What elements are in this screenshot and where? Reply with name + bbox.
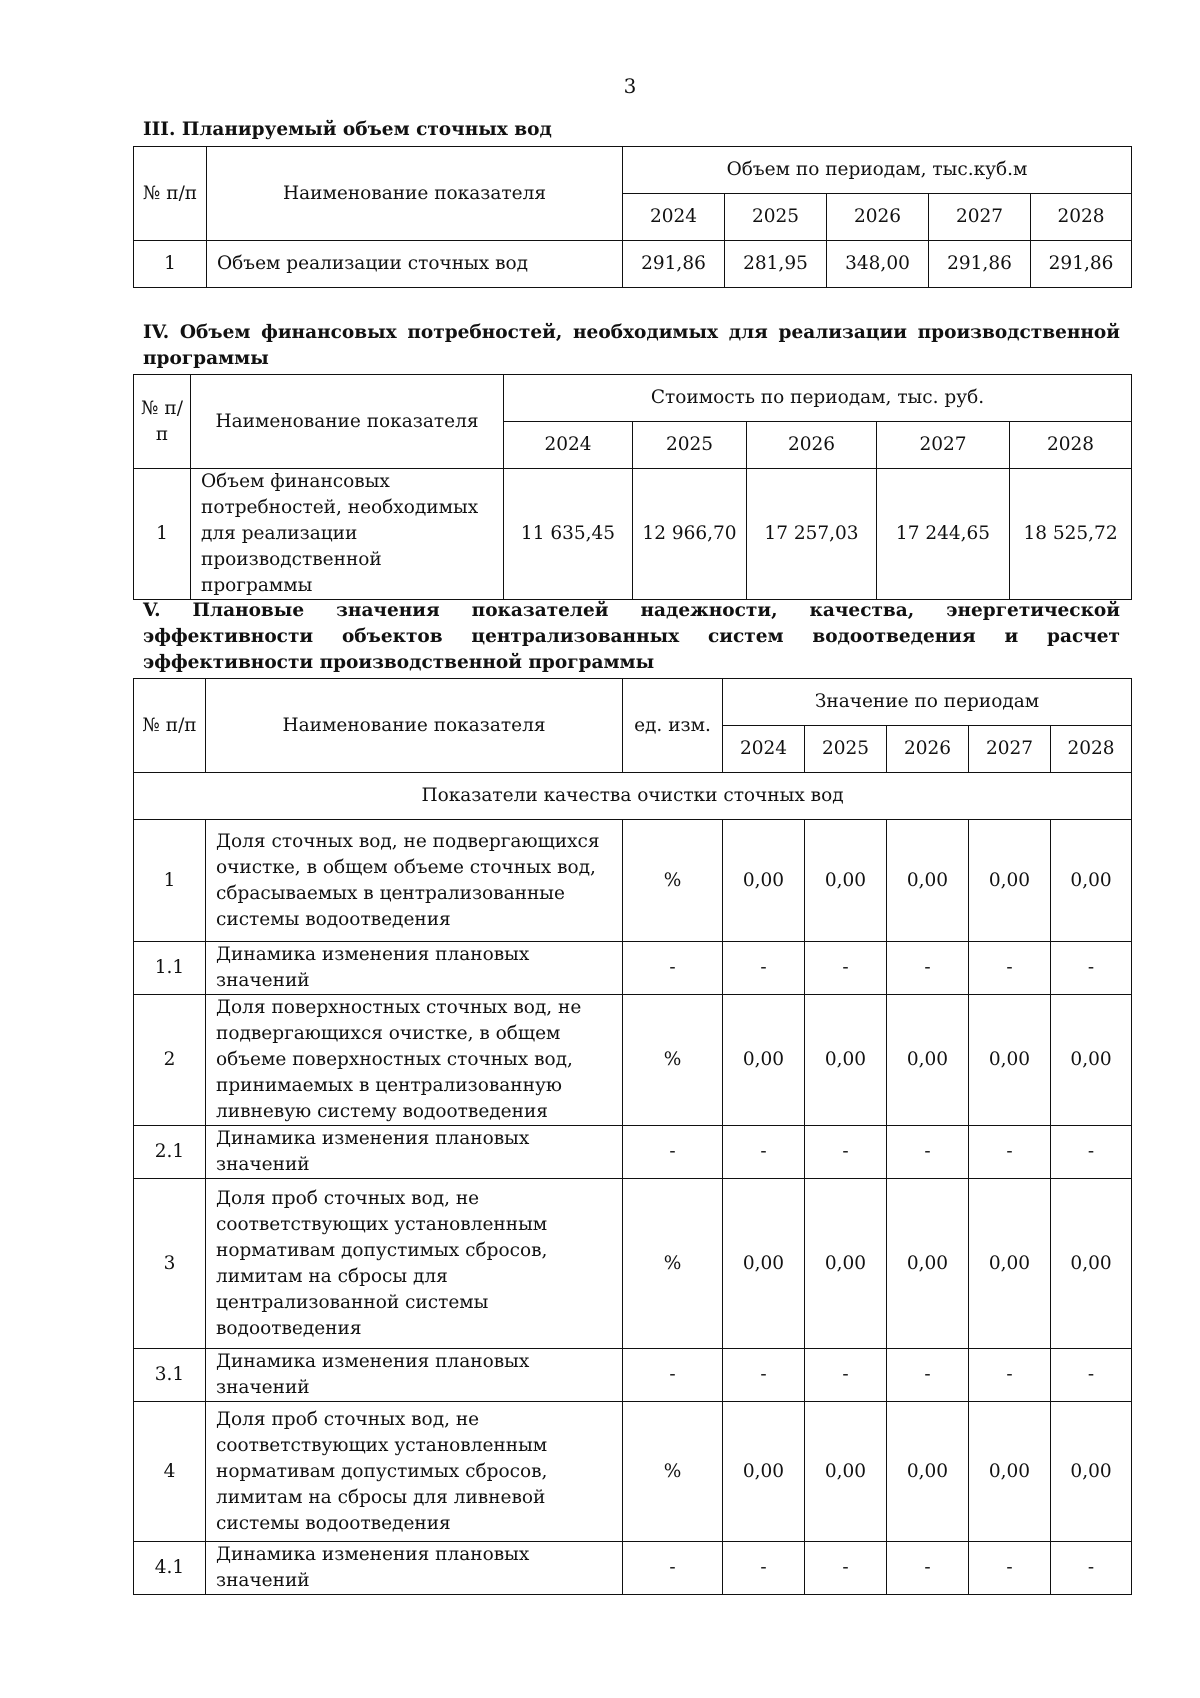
year-header: 2028 — [1051, 726, 1132, 773]
table-row — [134, 1126, 1132, 1179]
row-name: Динамика изменения плановых значений — [206, 942, 623, 995]
table-row — [134, 995, 1132, 1126]
row-value: 0,00 — [805, 820, 887, 942]
year-header: 2027 — [929, 194, 1031, 241]
year-header: 2028 — [1010, 422, 1132, 469]
row-value: - — [805, 1349, 887, 1402]
row-unit: % — [623, 1402, 723, 1542]
row-num: 4.1 — [134, 1542, 206, 1595]
row-value: - — [887, 1349, 969, 1402]
row-value: 17 244,65 — [877, 469, 1010, 600]
year-header: 2025 — [725, 194, 827, 241]
row-num: 3.1 — [134, 1349, 206, 1402]
row-value: - — [723, 1126, 805, 1179]
row-value: 0,00 — [887, 820, 969, 942]
row-value: - — [723, 942, 805, 995]
financial-needs-table — [133, 374, 1132, 600]
row-value: - — [1051, 942, 1132, 995]
col-name-header: Наименование показателя — [206, 679, 623, 773]
row-value: - — [1051, 1542, 1132, 1595]
table-row — [134, 942, 1132, 995]
row-value: 281,95 — [725, 241, 827, 288]
table-subheader: Показатели качества очистки сточных вод — [134, 773, 1132, 820]
row-unit: - — [623, 1542, 723, 1595]
row-num: 3 — [134, 1179, 206, 1349]
row-value: - — [805, 942, 887, 995]
row-name: Динамика изменения плановых значений — [206, 1126, 623, 1179]
row-value: 0,00 — [1051, 1179, 1132, 1349]
row-value: 0,00 — [1051, 1402, 1132, 1542]
year-header: 2027 — [877, 422, 1010, 469]
row-value: 0,00 — [887, 1179, 969, 1349]
row-value: - — [805, 1126, 887, 1179]
table-row — [134, 1179, 1132, 1349]
row-unit: - — [623, 1349, 723, 1402]
year-header: 2024 — [504, 422, 633, 469]
wastewater-volume-table — [133, 146, 1132, 288]
row-unit: % — [623, 1179, 723, 1349]
table-row — [134, 1349, 1132, 1402]
page-number: 3 — [623, 74, 637, 98]
year-header: 2026 — [887, 726, 969, 773]
row-value: - — [887, 1126, 969, 1179]
row-value: 0,00 — [887, 1402, 969, 1542]
row-value: - — [723, 1349, 805, 1402]
col-num-header: № п/п — [134, 375, 191, 469]
row-value: - — [969, 1126, 1051, 1179]
row-num: 1 — [134, 469, 191, 600]
year-header: 2026 — [747, 422, 877, 469]
row-value: 0,00 — [723, 995, 805, 1126]
row-value: 0,00 — [969, 995, 1051, 1126]
col-name-header: Наименование показателя — [207, 147, 623, 241]
section-3-title: III. Планируемый объем сточных вод — [143, 119, 552, 140]
row-value: 11 635,45 — [504, 469, 633, 600]
row-unit: % — [623, 995, 723, 1126]
row-value: 0,00 — [969, 1179, 1051, 1349]
row-value: 0,00 — [887, 995, 969, 1126]
row-name: Объем реализации сточных вод — [207, 241, 623, 288]
row-value: 0,00 — [805, 995, 887, 1126]
table-row — [134, 820, 1132, 942]
row-value: 0,00 — [723, 820, 805, 942]
col-unit-header: ед. изм. — [623, 679, 723, 773]
row-num: 4 — [134, 1402, 206, 1542]
table-row — [134, 469, 1132, 600]
row-value: 291,86 — [1031, 241, 1132, 288]
section-5-title: V. Плановые значения показателей надежности, качества, энергетической эффективности объектов централизованных систем водоотведения и расчет эффективности производственной программы — [143, 600, 1120, 673]
row-value: 0,00 — [723, 1402, 805, 1542]
row-value: - — [969, 1542, 1051, 1595]
row-value: 12 966,70 — [633, 469, 747, 600]
row-value: - — [969, 1349, 1051, 1402]
col-num-header: № п/п — [134, 679, 206, 773]
row-value: - — [723, 1542, 805, 1595]
row-name: Доля поверхностных сточных вод, не подвергающихся очистке, в общем объеме поверхностных сточных вод, принимаемых в централизованную ливневую систему водоотведения — [206, 995, 623, 1126]
year-header: 2026 — [827, 194, 929, 241]
row-value: 0,00 — [723, 1179, 805, 1349]
row-name: Доля проб сточных вод, не соответствующих установленным нормативам допустимых сбросов, лимитам на сбросы для ливневой системы водоотведения — [206, 1402, 623, 1542]
row-value: 348,00 — [827, 241, 929, 288]
row-value: - — [1051, 1349, 1132, 1402]
row-num: 2.1 — [134, 1126, 206, 1179]
row-value: 0,00 — [1051, 820, 1132, 942]
col-name-header: Наименование показателя — [191, 375, 504, 469]
year-header: 2025 — [633, 422, 747, 469]
row-name: Доля проб сточных вод, не соответствующих установленным нормативам допустимых сбросов, лимитам на сбросы для централизованной системы водоотведения — [206, 1179, 623, 1349]
row-value: 0,00 — [1051, 995, 1132, 1126]
year-header: 2024 — [623, 194, 725, 241]
table-row — [134, 1402, 1132, 1542]
row-value: - — [969, 942, 1051, 995]
row-value: 18 525,72 — [1010, 469, 1132, 600]
row-unit: - — [623, 942, 723, 995]
row-value: 0,00 — [969, 820, 1051, 942]
row-num: 1 — [134, 820, 206, 942]
quality-indicators-table — [133, 678, 1132, 1595]
row-name: Динамика изменения плановых значений — [206, 1349, 623, 1402]
col-group-header: Объем по периодам, тыс.куб.м — [623, 147, 1132, 194]
row-num: 1 — [134, 241, 207, 288]
table-row — [134, 1542, 1132, 1595]
row-name: Динамика изменения плановых значений — [206, 1542, 623, 1595]
row-value: 291,86 — [623, 241, 725, 288]
row-num: 2 — [134, 995, 206, 1126]
year-header: 2028 — [1031, 194, 1132, 241]
row-value: - — [887, 1542, 969, 1595]
year-header: 2025 — [805, 726, 887, 773]
row-value: - — [1051, 1126, 1132, 1179]
row-value: - — [887, 942, 969, 995]
row-value: - — [805, 1542, 887, 1595]
col-num-header: № п/п — [134, 147, 207, 241]
col-group-header: Стоимость по периодам, тыс. руб. — [504, 375, 1132, 422]
row-name: Доля сточных вод, не подвергающихся очистке, в общем объеме сточных вод, сбрасываемых в централизованные системы водоотведения — [206, 820, 623, 942]
row-value: 0,00 — [805, 1179, 887, 1349]
col-group-header: Значение по периодам — [723, 679, 1132, 726]
section-4-title: IV. Объем финансовых потребностей, необходимых для реализации производственной программы — [143, 322, 1120, 369]
year-header: 2024 — [723, 726, 805, 773]
row-unit: - — [623, 1126, 723, 1179]
table-row — [134, 241, 1132, 288]
row-num: 1.1 — [134, 942, 206, 995]
row-value: 17 257,03 — [747, 469, 877, 600]
row-name: Объем финансовых потребностей, необходимых для реализации производственной программы — [191, 469, 504, 600]
row-value: 0,00 — [805, 1402, 887, 1542]
year-header: 2027 — [969, 726, 1051, 773]
row-value: 0,00 — [969, 1402, 1051, 1542]
row-value: 291,86 — [929, 241, 1031, 288]
row-unit: % — [623, 820, 723, 942]
